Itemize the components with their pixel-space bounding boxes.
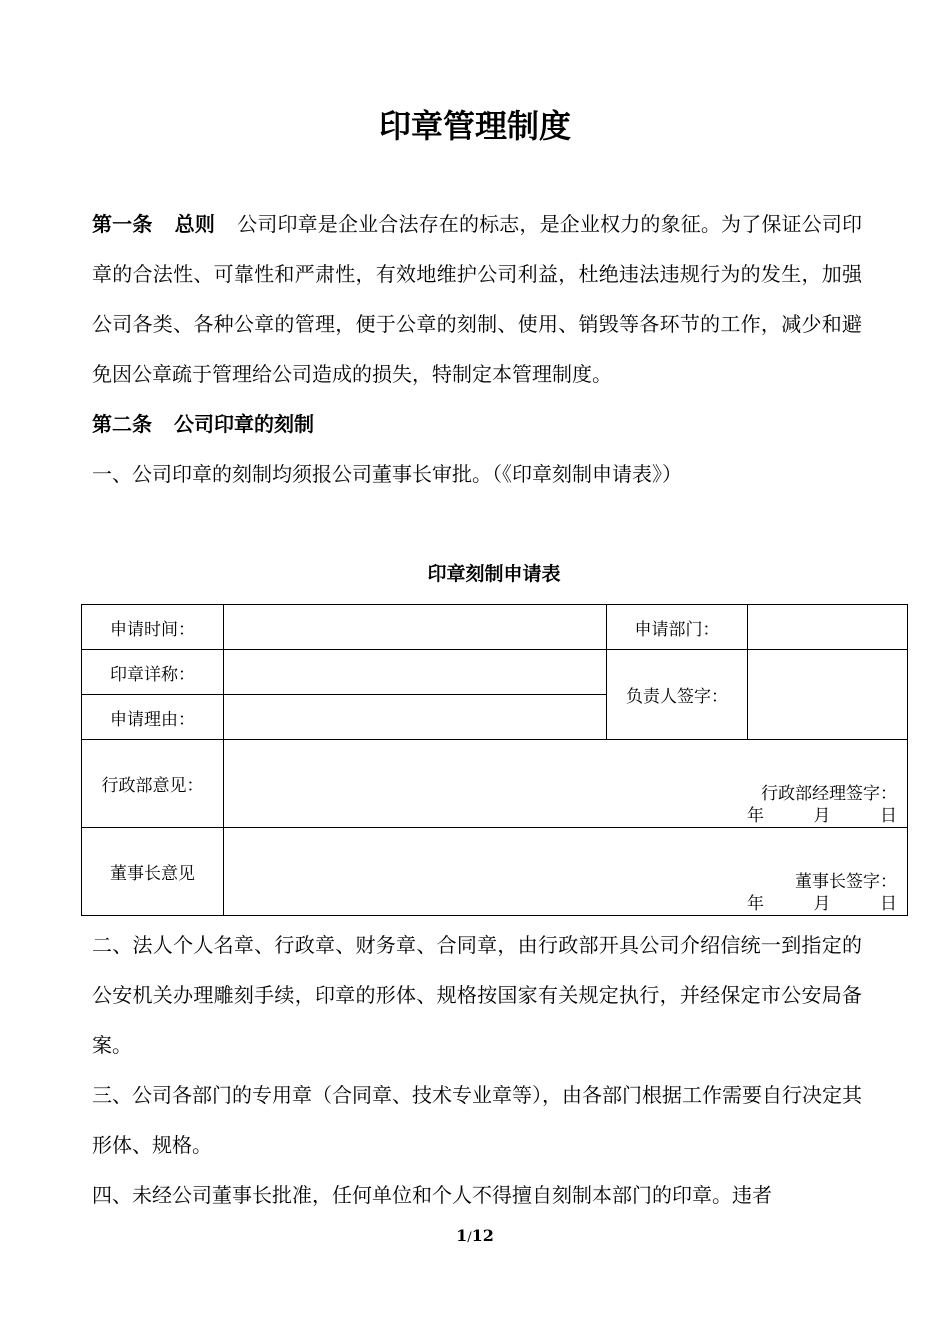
chairman-sign-label: 董事长签字：: [795, 872, 897, 892]
article-1-paragraph: [92, 199, 862, 399]
form-row-admin-opinion: [82, 740, 908, 828]
owner-sign-field[interactable]: [748, 650, 908, 740]
seal-name-field[interactable]: [224, 650, 607, 695]
apply-dept-field[interactable]: [748, 605, 908, 650]
page-separator: /: [467, 1230, 472, 1245]
current-page: 1: [456, 1226, 468, 1245]
admin-opinion-field[interactable]: [224, 740, 908, 828]
article-1-text: 公司印章是企业合法存在的标志，是企业权力的象征。为了保证公司印章的合法性、可靠性和严肃性，有效地维护公司利益，杜绝违法违规行为的发生，加强公司各类、各种公章的管理，便于公章的刻制、使用、销毁等各环节的工作，减少和避免因公章疏于管理给公司造成的损失，特制定本管理制度。: [92, 212, 863, 386]
article-2-heading-line: [92, 399, 862, 449]
admin-opinion-label: 行政部意见：: [82, 740, 224, 828]
article-2-item-3: 三、公司各部门的专用章（合同章、技术专业章等），由各部门根据工作需要自行决定其形体、规格。: [92, 1083, 862, 1157]
date-month: 月: [813, 894, 831, 914]
date-day: 日: [880, 894, 897, 914]
date-day: 日: [880, 806, 897, 826]
owner-sign-label: 负责人签字：: [607, 650, 748, 740]
apply-time-label: 申请时间：: [82, 605, 224, 650]
form-row-apply-time: [82, 605, 908, 650]
form-title: 印章刻制申请表: [427, 563, 561, 585]
article-1-heading: 第一条: [92, 212, 153, 236]
chairman-sign-date: [747, 893, 897, 915]
apply-dept-label: 申请部门：: [607, 605, 748, 650]
reason-field[interactable]: [224, 695, 607, 740]
reason-label: 申请理由：: [82, 695, 224, 740]
admin-sign-block: [747, 783, 897, 827]
date-year: 年: [747, 806, 764, 826]
page-number: [0, 1226, 950, 1245]
article-2-item-2: 二、法人个人名章、行政章、财务章、合同章，由行政部开具公司介绍信统一到指定的公安机关办理雕刻手续，印章的形体、规格按国家有关规定执行，并经保定市公安局备案。: [92, 933, 862, 1057]
article-2-heading: 第二条: [92, 412, 152, 436]
chairman-opinion-label: 董事长意见: [82, 828, 224, 916]
date-month: 月: [813, 806, 831, 826]
apply-time-field[interactable]: [224, 605, 607, 650]
admin-sign-date: [747, 805, 897, 827]
chairman-sign-block: [747, 871, 897, 915]
seal-application-form: [81, 604, 908, 916]
chairman-opinion-field[interactable]: [224, 828, 908, 916]
document-title: 印章管理制度: [378, 107, 571, 145]
article-2-item-1: 一、公司印章的刻制均须报公司董事长审批。（《印章刻制申请表》）: [92, 462, 682, 486]
seal-name-label: 印章详称：: [82, 650, 224, 695]
article-1-subheading: 总则: [174, 212, 215, 236]
article-1: [92, 199, 862, 499]
article-2-subheading: 公司印章的刻制: [174, 412, 314, 436]
form-row-seal-name: [82, 650, 908, 695]
article-2-items: [92, 920, 862, 1220]
date-year: 年: [747, 894, 764, 914]
admin-sign-label: 行政部经理签字：: [761, 784, 897, 804]
total-pages: 12: [471, 1226, 494, 1245]
form-row-chairman-opinion: [82, 828, 908, 916]
article-2-item-4: 四、未经公司董事长批准，任何单位和个人不得擅自刻制本部门的印章。违者: [92, 1183, 772, 1207]
